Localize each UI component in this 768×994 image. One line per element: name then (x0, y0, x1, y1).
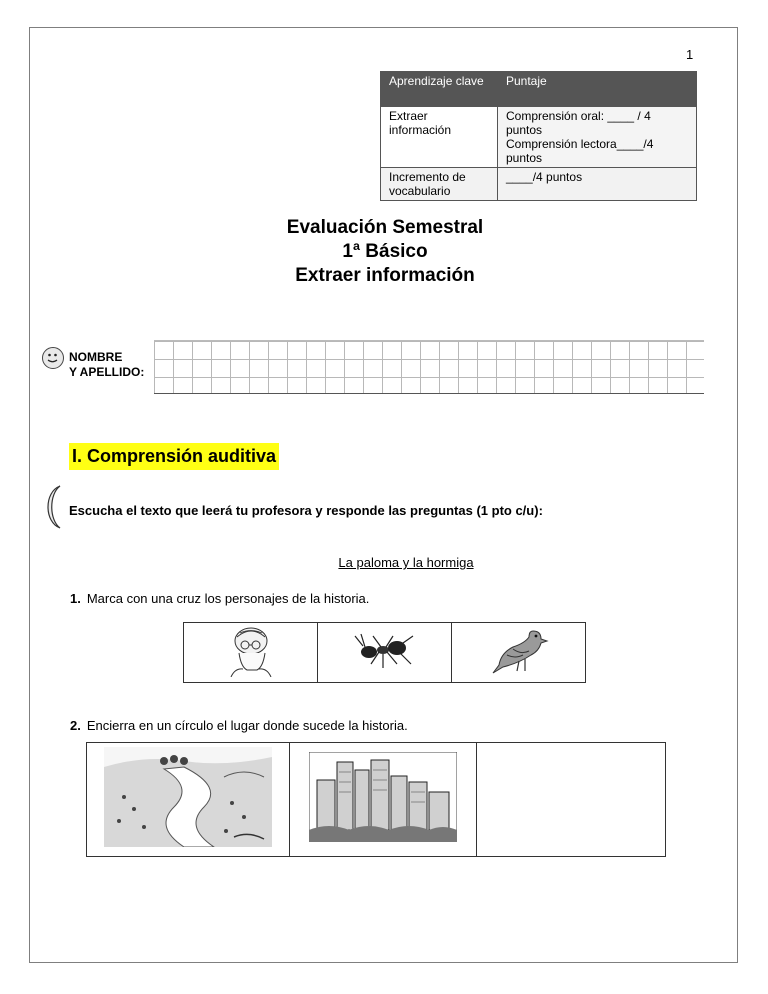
option-ant[interactable] (318, 623, 452, 683)
question-1-number: 1. (70, 591, 81, 606)
question-2 (70, 718, 408, 733)
score-header-points: Puntaje (498, 72, 697, 107)
pigeon-icon (489, 625, 549, 675)
question-2-text: Encierra en un círculo el lugar donde sucede la historia. (86, 718, 408, 733)
score-skill-extract: Extraer información (381, 107, 498, 168)
score-header-skill: Aprendizaje clave (381, 72, 498, 107)
title-line-3: Extraer información (295, 265, 475, 286)
grandmother-icon (221, 623, 281, 677)
city-icon (309, 752, 457, 842)
characters-table (183, 622, 586, 683)
question-1-text: Marca con una cruz los personajes de la historia. (86, 591, 370, 606)
name-input-grid[interactable] (154, 340, 704, 394)
score-points-extract (498, 107, 697, 168)
page-title (255, 216, 515, 288)
name-label: NOMBRE Y APELLIDO: (69, 350, 145, 379)
countryside-icon (104, 747, 272, 847)
question-2-number: 2. (70, 718, 81, 733)
option-city[interactable] (290, 743, 477, 857)
option-pigeon[interactable] (452, 623, 586, 683)
score-skill-vocabulary: Incremento de vocabulario (381, 168, 498, 201)
option-countryside[interactable] (87, 743, 290, 857)
instruction-text: Escucha el texto que leerá tu profesora y responde las preguntas (1 pto c/u): (69, 503, 543, 518)
score-line-oral: Comprensión oral: ____ / 4 puntos (506, 109, 651, 137)
score-table (380, 71, 697, 201)
score-line-vocabulary: ____/4 puntos (506, 170, 583, 184)
option-grandmother[interactable] (184, 623, 318, 683)
title-line-2: 1ª Básico (342, 241, 428, 262)
smiley-icon (42, 347, 64, 369)
moon-icon (40, 484, 64, 530)
section-heading: I. Comprensión auditiva (69, 443, 279, 470)
page-number: 1 (686, 47, 694, 62)
score-line-reading: Comprensión lectora____/4 puntos (506, 137, 654, 165)
option-empty[interactable] (477, 743, 666, 857)
ant-icon (353, 630, 417, 670)
story-title: La paloma y la hormiga (338, 555, 474, 570)
question-1 (70, 591, 369, 606)
title-line-1: Evaluación Semestral (286, 217, 484, 238)
score-points-vocabulary (498, 168, 697, 201)
places-table (86, 742, 666, 857)
